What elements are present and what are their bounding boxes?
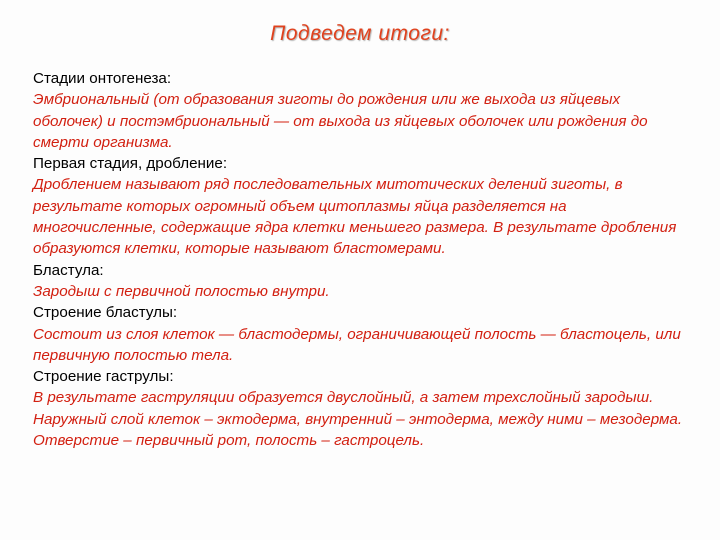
- section-text: Зародыш с первичной полостью внутри.: [33, 282, 330, 300]
- section-cleavage: [33, 153, 693, 259]
- section-text: В результате гаструляции образуется двуслойный, а затем трехслойный зародыш. Наружный слой клеток – эктодерма, внутренний – энтодерма, между ними – мезодерма. Отверстие – первичный рот, полость – гастроцель.: [33, 389, 683, 450]
- section-text: Дроблением называют ряд последовательных митотических делений зиготы, в результате которых огромный объем цитоплазмы яйца разделяется на многочисленные, содержащие ядра клетки меньшего размера. В результате дробления образуются клетки, которые называют бластомерами.: [33, 176, 677, 258]
- section-text: Состоит из слоя клеток — бластодермы, ограничивающей полость — бластоцель, или первичную полостью тела.: [33, 325, 681, 364]
- section-heading: Бластула:: [33, 261, 104, 279]
- section-blastula: [33, 260, 693, 303]
- section-heading: Строение бластулы:: [33, 304, 178, 322]
- slide-content: [33, 68, 693, 451]
- section-gastrula-structure: [33, 366, 693, 451]
- section-text: Эмбриональный (от образования зиготы до рождения или же выхода из яйцевых оболочек) и постэмбриональный — от выхода из яйцевых оболочек или рождения до смерти организма.: [33, 91, 648, 151]
- section-heading: Строение гаструлы:: [33, 368, 174, 386]
- section-heading: Первая стадия, дробление:: [33, 155, 228, 173]
- slide-title: Подведем итоги:: [270, 22, 450, 45]
- section-heading: Стадии онтогенеза:: [33, 70, 172, 87]
- section-blastula-structure: [33, 302, 693, 366]
- section-ontogenesis-stages: [33, 68, 693, 153]
